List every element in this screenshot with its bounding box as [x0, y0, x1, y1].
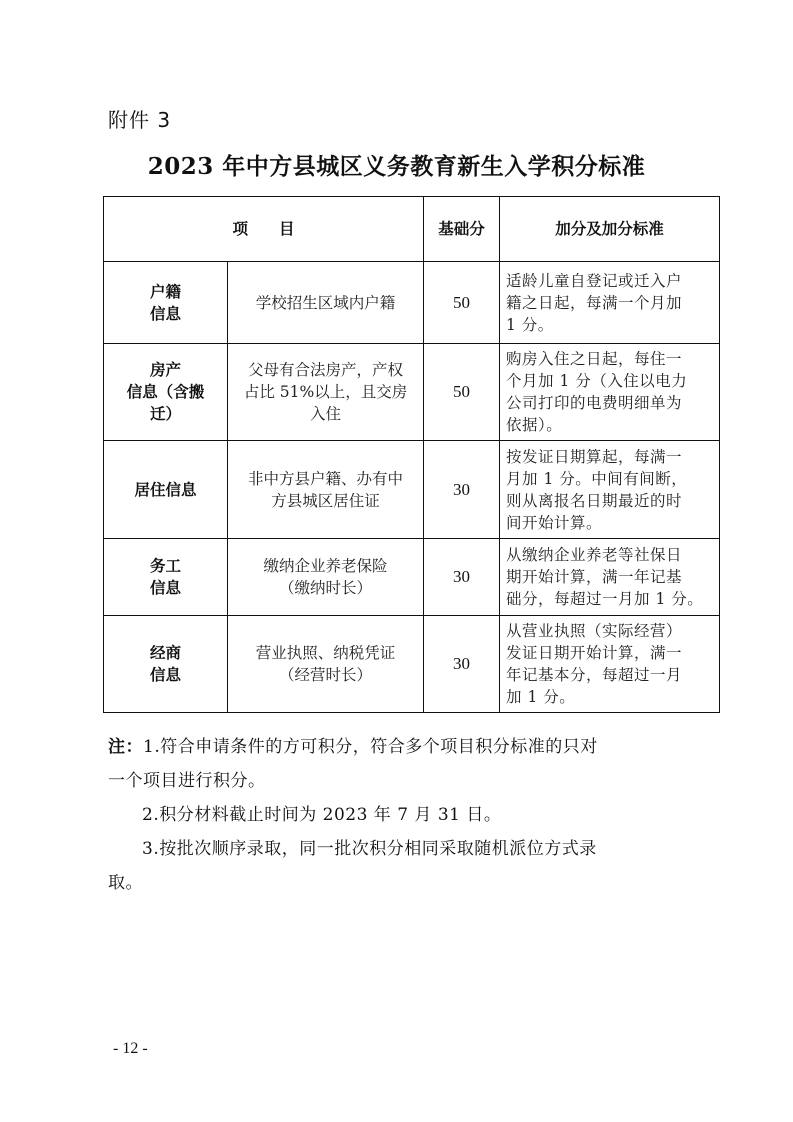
table-header-row [104, 197, 720, 262]
row-bonus-rule: 适龄儿童自登记或迁入户 籍之日起，每满一个月加 1 分。 [500, 262, 720, 344]
note-1 [108, 730, 708, 764]
row-base-score: 30 [424, 539, 500, 616]
header-bonus-standard: 加分及加分标准 [500, 197, 720, 262]
row-category: 户籍 信息 [104, 262, 228, 344]
row-base-score: 50 [424, 344, 500, 441]
note-2: 2.积分材料截止时间为 2023 年 7 月 31 日。 [142, 805, 502, 825]
note-1-text: 1.符合申请条件的方可积分，符合多个项目积分标准的只对 [143, 737, 598, 757]
row-condition: 营业执照、纳税凭证 （经营时长） [228, 616, 424, 713]
row-condition: 学校招生区域内户籍 [228, 262, 424, 344]
page-number: - 12 - [113, 1040, 148, 1057]
table-row [104, 344, 720, 441]
table-row [104, 539, 720, 616]
row-condition: 父母有合法房产，产权 占比 51%以上，且交房 入住 [228, 344, 424, 441]
attachment-label: 附件 3 [108, 108, 172, 132]
row-bonus-rule: 按发证日期算起，每满一 月加 1 分。中间有间断， 则从离报名日期最近的时 间开始计算。 [500, 441, 720, 539]
note-3: 3.按批次顺序录取，同一批次积分相同采取随机派位方式录 [142, 839, 597, 859]
row-category: 务工 信息 [104, 539, 228, 616]
note-3-continuation: 取。 [108, 873, 143, 893]
notes-section [108, 730, 708, 900]
row-base-score: 50 [424, 262, 500, 344]
table-row [104, 441, 720, 539]
row-category: 居住信息 [104, 441, 228, 539]
row-base-score: 30 [424, 441, 500, 539]
row-base-score: 30 [424, 616, 500, 713]
row-category: 房产 信息（含搬 迁） [104, 344, 228, 441]
row-bonus-rule: 从营业执照（实际经营） 发证日期开始计算，满一 年记基本分，每超过一月 加 1 分。 [500, 616, 720, 713]
row-condition: 缴纳企业养老保险 （缴纳时长） [228, 539, 424, 616]
row-bonus-rule: 购房入住之日起，每住一 个月加 1 分（入住以电力 公司打印的电费明细单为 依据）。 [500, 344, 720, 441]
header-item: 项 目 [104, 197, 424, 262]
row-condition: 非中方县户籍、办有中 方县城区居住证 [228, 441, 424, 539]
notes-label: 注： [108, 737, 143, 757]
note-1-continuation: 一个项目进行积分。 [108, 771, 266, 791]
table-row [104, 262, 720, 344]
table-row [104, 616, 720, 713]
header-base-score: 基础分 [424, 197, 500, 262]
row-category: 经商 信息 [104, 616, 228, 713]
document-title: 2023 年中方县城区义务教育新生入学积分标准 [147, 153, 646, 180]
score-table [103, 196, 720, 713]
row-bonus-rule: 从缴纳企业养老等社保日 期开始计算，满一年记基 础分，每超过一月加 1 分。 [500, 539, 720, 616]
